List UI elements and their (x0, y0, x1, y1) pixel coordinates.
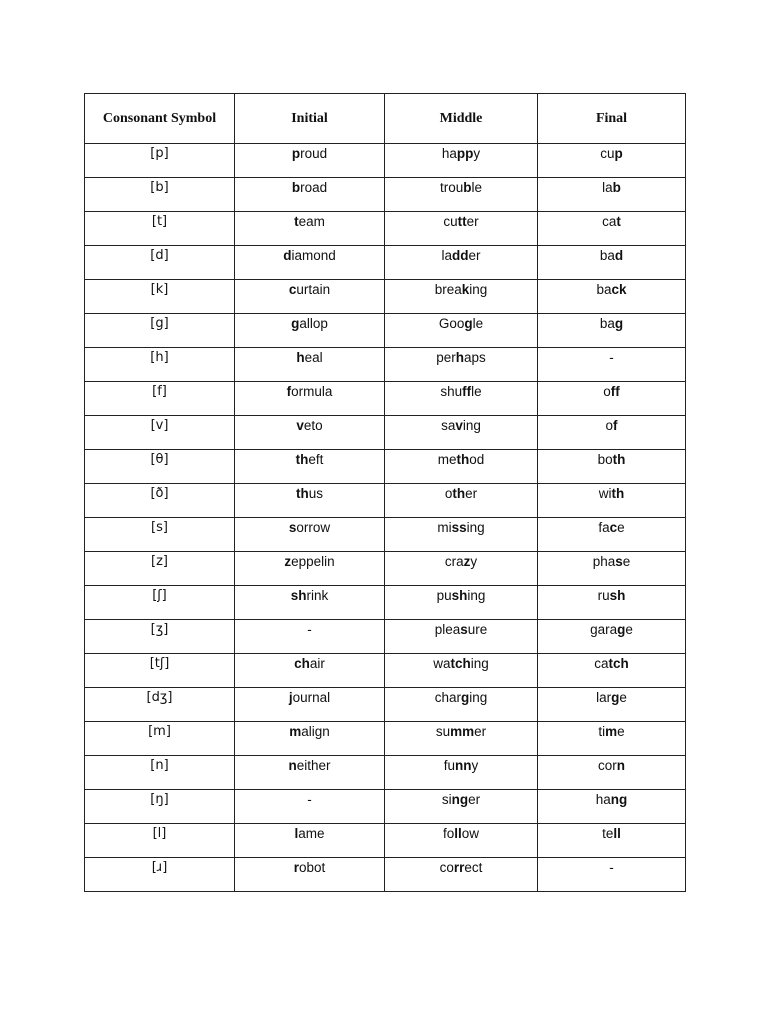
word-segment: either (296, 758, 331, 773)
highlighted-letters: c (609, 520, 618, 535)
highlighted-letters: ll (613, 826, 621, 841)
highlighted-letters: t (616, 214, 621, 229)
word-segment: e (619, 690, 627, 705)
middle-example-cell (385, 552, 538, 586)
word-segment: e (617, 724, 625, 739)
initial-example-cell (235, 654, 385, 688)
word-segment: Goo (438, 316, 465, 331)
highlighted-letters: nn (455, 758, 472, 773)
final-example-cell (538, 552, 686, 586)
word-segment: e (625, 622, 633, 637)
word-segment: ba (599, 248, 615, 263)
word-segment: fa (598, 520, 610, 535)
word-segment: le (472, 316, 484, 331)
table-row (85, 246, 686, 280)
initial-example-cell (235, 314, 385, 348)
word-segment: y (471, 758, 479, 773)
table-row (85, 212, 686, 246)
final-example-cell (538, 620, 686, 654)
final-example-cell (538, 484, 686, 518)
word-segment: fu (443, 758, 455, 773)
consonant-symbol-cell: [tʃ] (85, 654, 235, 688)
highlighted-letters: n (288, 758, 297, 773)
final-example-cell (538, 654, 686, 688)
table-row (85, 620, 686, 654)
word-segment: su (435, 724, 451, 739)
word-segment: roud (300, 146, 328, 161)
final-example-cell (538, 144, 686, 178)
word-segment: eto (303, 418, 323, 433)
highlighted-letters: r (293, 860, 299, 875)
word-segment: ba (599, 316, 615, 331)
header-row (85, 94, 686, 144)
word-segment: ormula (291, 384, 333, 399)
word-segment: ect (464, 860, 483, 875)
word-segment: air (309, 656, 325, 671)
table-row (85, 144, 686, 178)
word-segment: ba (596, 282, 612, 297)
highlighted-letters: s (288, 520, 297, 535)
word-segment: er (474, 724, 487, 739)
highlighted-letters: j (288, 690, 293, 705)
table-row (85, 518, 686, 552)
consonant-symbol-cell: [d] (85, 246, 235, 280)
highlighted-letters: h (455, 350, 464, 365)
consonant-symbol-cell: [ʃ] (85, 586, 235, 620)
initial-example-cell (235, 416, 385, 450)
word-segment: ing (469, 690, 488, 705)
highlighted-letters: ll (454, 826, 462, 841)
initial-example-cell (235, 790, 385, 824)
middle-example-cell (385, 790, 538, 824)
highlighted-letters: tch (450, 656, 471, 671)
middle-example-cell (385, 144, 538, 178)
highlighted-letters: g (611, 690, 620, 705)
word-segment: o (444, 486, 453, 501)
word-segment: char (434, 690, 461, 705)
highlighted-letters: v (296, 418, 304, 433)
word-segment: o (603, 384, 611, 399)
middle-example-cell (385, 756, 538, 790)
final-example-cell (538, 756, 686, 790)
final-example-cell (538, 722, 686, 756)
highlighted-letters: p (291, 146, 301, 161)
consonant-table (84, 93, 686, 892)
word-segment: eam (298, 214, 325, 229)
initial-example-cell (235, 824, 385, 858)
initial-example-cell (235, 212, 385, 246)
highlighted-letters: p (614, 146, 623, 161)
word-segment: trou (439, 180, 464, 195)
word-segment: ha (441, 146, 457, 161)
word-segment: bo (597, 452, 613, 467)
table-row (85, 790, 686, 824)
final-example-cell (538, 246, 686, 280)
table-row (85, 654, 686, 688)
initial-example-cell (235, 382, 385, 416)
word-segment: pu (436, 588, 452, 603)
word-segment: o (605, 418, 613, 433)
middle-example-cell (385, 314, 538, 348)
word-segment: shu (440, 384, 463, 399)
word-segment: - (307, 792, 312, 807)
word-segment: ti (598, 724, 606, 739)
highlighted-letters: th (295, 486, 309, 501)
word-segment: ournal (292, 690, 331, 705)
word-segment: ow (461, 826, 480, 841)
word-segment: - (609, 860, 614, 875)
word-segment: us (308, 486, 323, 501)
initial-example-cell (235, 178, 385, 212)
highlighted-letters: s (460, 622, 468, 637)
word-segment: align (301, 724, 330, 739)
highlighted-letters: ff (610, 384, 620, 399)
initial-example-cell (235, 518, 385, 552)
word-segment: la (602, 180, 613, 195)
initial-example-cell (235, 858, 385, 892)
middle-example-cell (385, 824, 538, 858)
consonant-symbol-cell: [ɹ] (85, 858, 235, 892)
word-segment: brea (434, 282, 462, 297)
consonant-symbol-cell: [h] (85, 348, 235, 382)
final-example-cell (538, 790, 686, 824)
highlighted-letters: l (294, 826, 299, 841)
word-segment: y (473, 146, 481, 161)
initial-example-cell (235, 756, 385, 790)
word-segment: wi (598, 486, 612, 501)
initial-example-cell (235, 620, 385, 654)
middle-example-cell (385, 518, 538, 552)
final-example-cell (538, 688, 686, 722)
highlighted-letters: pp (456, 146, 474, 161)
word-segment: er (468, 248, 481, 263)
word-segment: le (471, 384, 482, 399)
middle-example-cell (385, 722, 538, 756)
middle-example-cell (385, 348, 538, 382)
highlighted-letters: g (291, 316, 300, 331)
word-segment: cra (444, 554, 464, 569)
table-row (85, 348, 686, 382)
final-example-cell (538, 858, 686, 892)
table-row (85, 280, 686, 314)
initial-example-cell (235, 688, 385, 722)
word-segment: co (439, 860, 454, 875)
word-segment: ing (467, 588, 486, 603)
final-example-cell (538, 416, 686, 450)
word-segment: eal (304, 350, 323, 365)
initial-example-cell (235, 450, 385, 484)
word-segment: er (466, 214, 479, 229)
word-segment: eft (308, 452, 324, 467)
highlighted-letters: th (611, 486, 625, 501)
word-segment: ing (470, 656, 489, 671)
word-segment: ing (469, 282, 488, 297)
word-segment: cu (600, 146, 615, 161)
word-segment: la (441, 248, 452, 263)
word-segment: mi (437, 520, 452, 535)
highlighted-letters: g (614, 316, 624, 331)
consonant-symbol-cell: [l] (85, 824, 235, 858)
word-segment: plea (434, 622, 461, 637)
word-segment: iamond (291, 248, 336, 263)
header-consonant-symbol: Consonant Symbol (85, 94, 235, 144)
highlighted-letters: th (452, 486, 466, 501)
highlighted-letters: g (461, 690, 470, 705)
word-segment: - (609, 350, 614, 365)
word-segment: me (437, 452, 457, 467)
final-example-cell (538, 450, 686, 484)
header-initial: Initial (235, 94, 385, 144)
highlighted-letters: dd (452, 248, 469, 263)
highlighted-letters: n (616, 758, 625, 773)
word-segment: road (300, 180, 328, 195)
highlighted-letters: b (612, 180, 621, 195)
highlighted-letters: k (461, 282, 470, 297)
highlighted-letters: g (617, 622, 626, 637)
word-segment: ing (462, 418, 481, 433)
highlighted-letters: ng (610, 792, 628, 807)
table-header (85, 94, 686, 144)
highlighted-letters: c (288, 282, 297, 297)
middle-example-cell (385, 212, 538, 246)
consonant-symbol-cell: [f] (85, 382, 235, 416)
word-segment: e (622, 554, 631, 569)
initial-example-cell (235, 586, 385, 620)
word-segment: ame (298, 826, 325, 841)
final-example-cell (538, 314, 686, 348)
consonant-symbol-cell: [g] (85, 314, 235, 348)
initial-example-cell (235, 722, 385, 756)
highlighted-letters: ff (462, 384, 472, 399)
consonant-symbol-cell: [ŋ] (85, 790, 235, 824)
consonant-symbol-cell: [dʒ] (85, 688, 235, 722)
consonant-symbol-cell: [θ] (85, 450, 235, 484)
consonant-symbol-cell: [m] (85, 722, 235, 756)
final-example-cell (538, 348, 686, 382)
highlighted-letters: th (295, 452, 309, 467)
middle-example-cell (385, 484, 538, 518)
word-segment: aps (463, 350, 486, 365)
consonant-symbol-cell: [ʒ] (85, 620, 235, 654)
initial-example-cell (235, 484, 385, 518)
word-segment: wa (433, 656, 451, 671)
highlighted-letters: sh (290, 588, 307, 603)
word-segment: y (470, 554, 478, 569)
highlighted-letters: h (296, 350, 305, 365)
final-example-cell (538, 518, 686, 552)
table-row (85, 586, 686, 620)
word-segment: fo (442, 826, 455, 841)
consonant-symbol-cell: [k] (85, 280, 235, 314)
initial-example-cell (235, 246, 385, 280)
table-row (85, 722, 686, 756)
table-row (85, 450, 686, 484)
middle-example-cell (385, 382, 538, 416)
highlighted-letters: m (289, 724, 302, 739)
word-segment: ing (466, 520, 485, 535)
word-segment: ca (594, 656, 609, 671)
initial-example-cell (235, 144, 385, 178)
table-body (85, 144, 686, 892)
highlighted-letters: tch (608, 656, 629, 671)
word-segment: si (441, 792, 452, 807)
word-segment: sa (441, 418, 456, 433)
middle-example-cell (385, 654, 538, 688)
highlighted-letters: b (291, 180, 301, 195)
consonant-symbol-cell: [t] (85, 212, 235, 246)
word-segment: od (469, 452, 485, 467)
highlighted-letters: ch (294, 656, 310, 671)
highlighted-letters: rr (453, 860, 465, 875)
initial-example-cell (235, 348, 385, 382)
word-segment: le (471, 180, 483, 195)
table-row (85, 314, 686, 348)
word-segment: er (465, 486, 478, 501)
final-example-cell (538, 178, 686, 212)
table-row (85, 688, 686, 722)
table-row (85, 484, 686, 518)
middle-example-cell (385, 246, 538, 280)
word-segment: eppelin (291, 554, 335, 569)
middle-example-cell (385, 858, 538, 892)
highlighted-letters: d (283, 248, 292, 263)
highlighted-letters: b (463, 180, 472, 195)
middle-example-cell (385, 416, 538, 450)
highlighted-letters: sh (609, 588, 626, 603)
word-segment: obot (298, 860, 326, 875)
word-segment: rink (306, 588, 329, 603)
initial-example-cell (235, 280, 385, 314)
word-segment: pha (592, 554, 616, 569)
highlighted-letters: d (614, 248, 624, 263)
word-segment: ru (597, 588, 610, 603)
highlighted-letters: mm (450, 724, 475, 739)
table-row (85, 756, 686, 790)
consonant-symbol-cell: [ð] (85, 484, 235, 518)
highlighted-letters: f (286, 384, 292, 399)
middle-example-cell (385, 450, 538, 484)
highlighted-letters: m (605, 724, 618, 739)
word-segment: orrow (296, 520, 331, 535)
middle-example-cell (385, 280, 538, 314)
final-example-cell (538, 586, 686, 620)
header-middle: Middle (385, 94, 538, 144)
word-segment: er (468, 792, 481, 807)
highlighted-letters: s (615, 554, 623, 569)
final-example-cell (538, 824, 686, 858)
highlighted-letters: th (612, 452, 626, 467)
highlighted-letters: ss (451, 520, 467, 535)
middle-example-cell (385, 178, 538, 212)
highlighted-letters: ck (611, 282, 627, 297)
highlighted-letters: z (463, 554, 471, 569)
highlighted-letters: sh (451, 588, 468, 603)
highlighted-letters: f (613, 418, 618, 433)
word-segment: te (602, 826, 614, 841)
consonant-symbol-cell: [v] (85, 416, 235, 450)
final-example-cell (538, 212, 686, 246)
consonant-symbol-cell: [z] (85, 552, 235, 586)
word-segment: ha (595, 792, 611, 807)
consonant-symbol-cell: [b] (85, 178, 235, 212)
table-row (85, 416, 686, 450)
consonant-symbol-cell: [p] (85, 144, 235, 178)
table-row (85, 858, 686, 892)
middle-example-cell (385, 620, 538, 654)
final-example-cell (538, 280, 686, 314)
highlighted-letters: tt (457, 214, 467, 229)
word-segment: cor (597, 758, 617, 773)
word-segment: cu (443, 214, 458, 229)
table-row (85, 824, 686, 858)
highlighted-letters: v (455, 418, 463, 433)
word-segment: urtain (296, 282, 331, 297)
middle-example-cell (385, 688, 538, 722)
word-segment: gara (590, 622, 618, 637)
consonant-symbol-cell: [n] (85, 756, 235, 790)
middle-example-cell (385, 586, 538, 620)
highlighted-letters: ng (451, 792, 469, 807)
header-final: Final (538, 94, 686, 144)
highlighted-letters: t (294, 214, 299, 229)
word-segment: - (307, 622, 312, 637)
table-row (85, 382, 686, 416)
word-segment: per (436, 350, 456, 365)
word-segment: ca (602, 214, 617, 229)
final-example-cell (538, 382, 686, 416)
highlighted-letters: th (456, 452, 470, 467)
highlighted-letters: z (284, 554, 292, 569)
word-segment: allop (299, 316, 328, 331)
table-row (85, 552, 686, 586)
highlighted-letters: g (464, 316, 473, 331)
word-segment: lar (596, 690, 612, 705)
consonant-symbol-cell: [s] (85, 518, 235, 552)
initial-example-cell (235, 552, 385, 586)
word-segment: e (617, 520, 625, 535)
table-row (85, 178, 686, 212)
word-segment: ure (467, 622, 488, 637)
